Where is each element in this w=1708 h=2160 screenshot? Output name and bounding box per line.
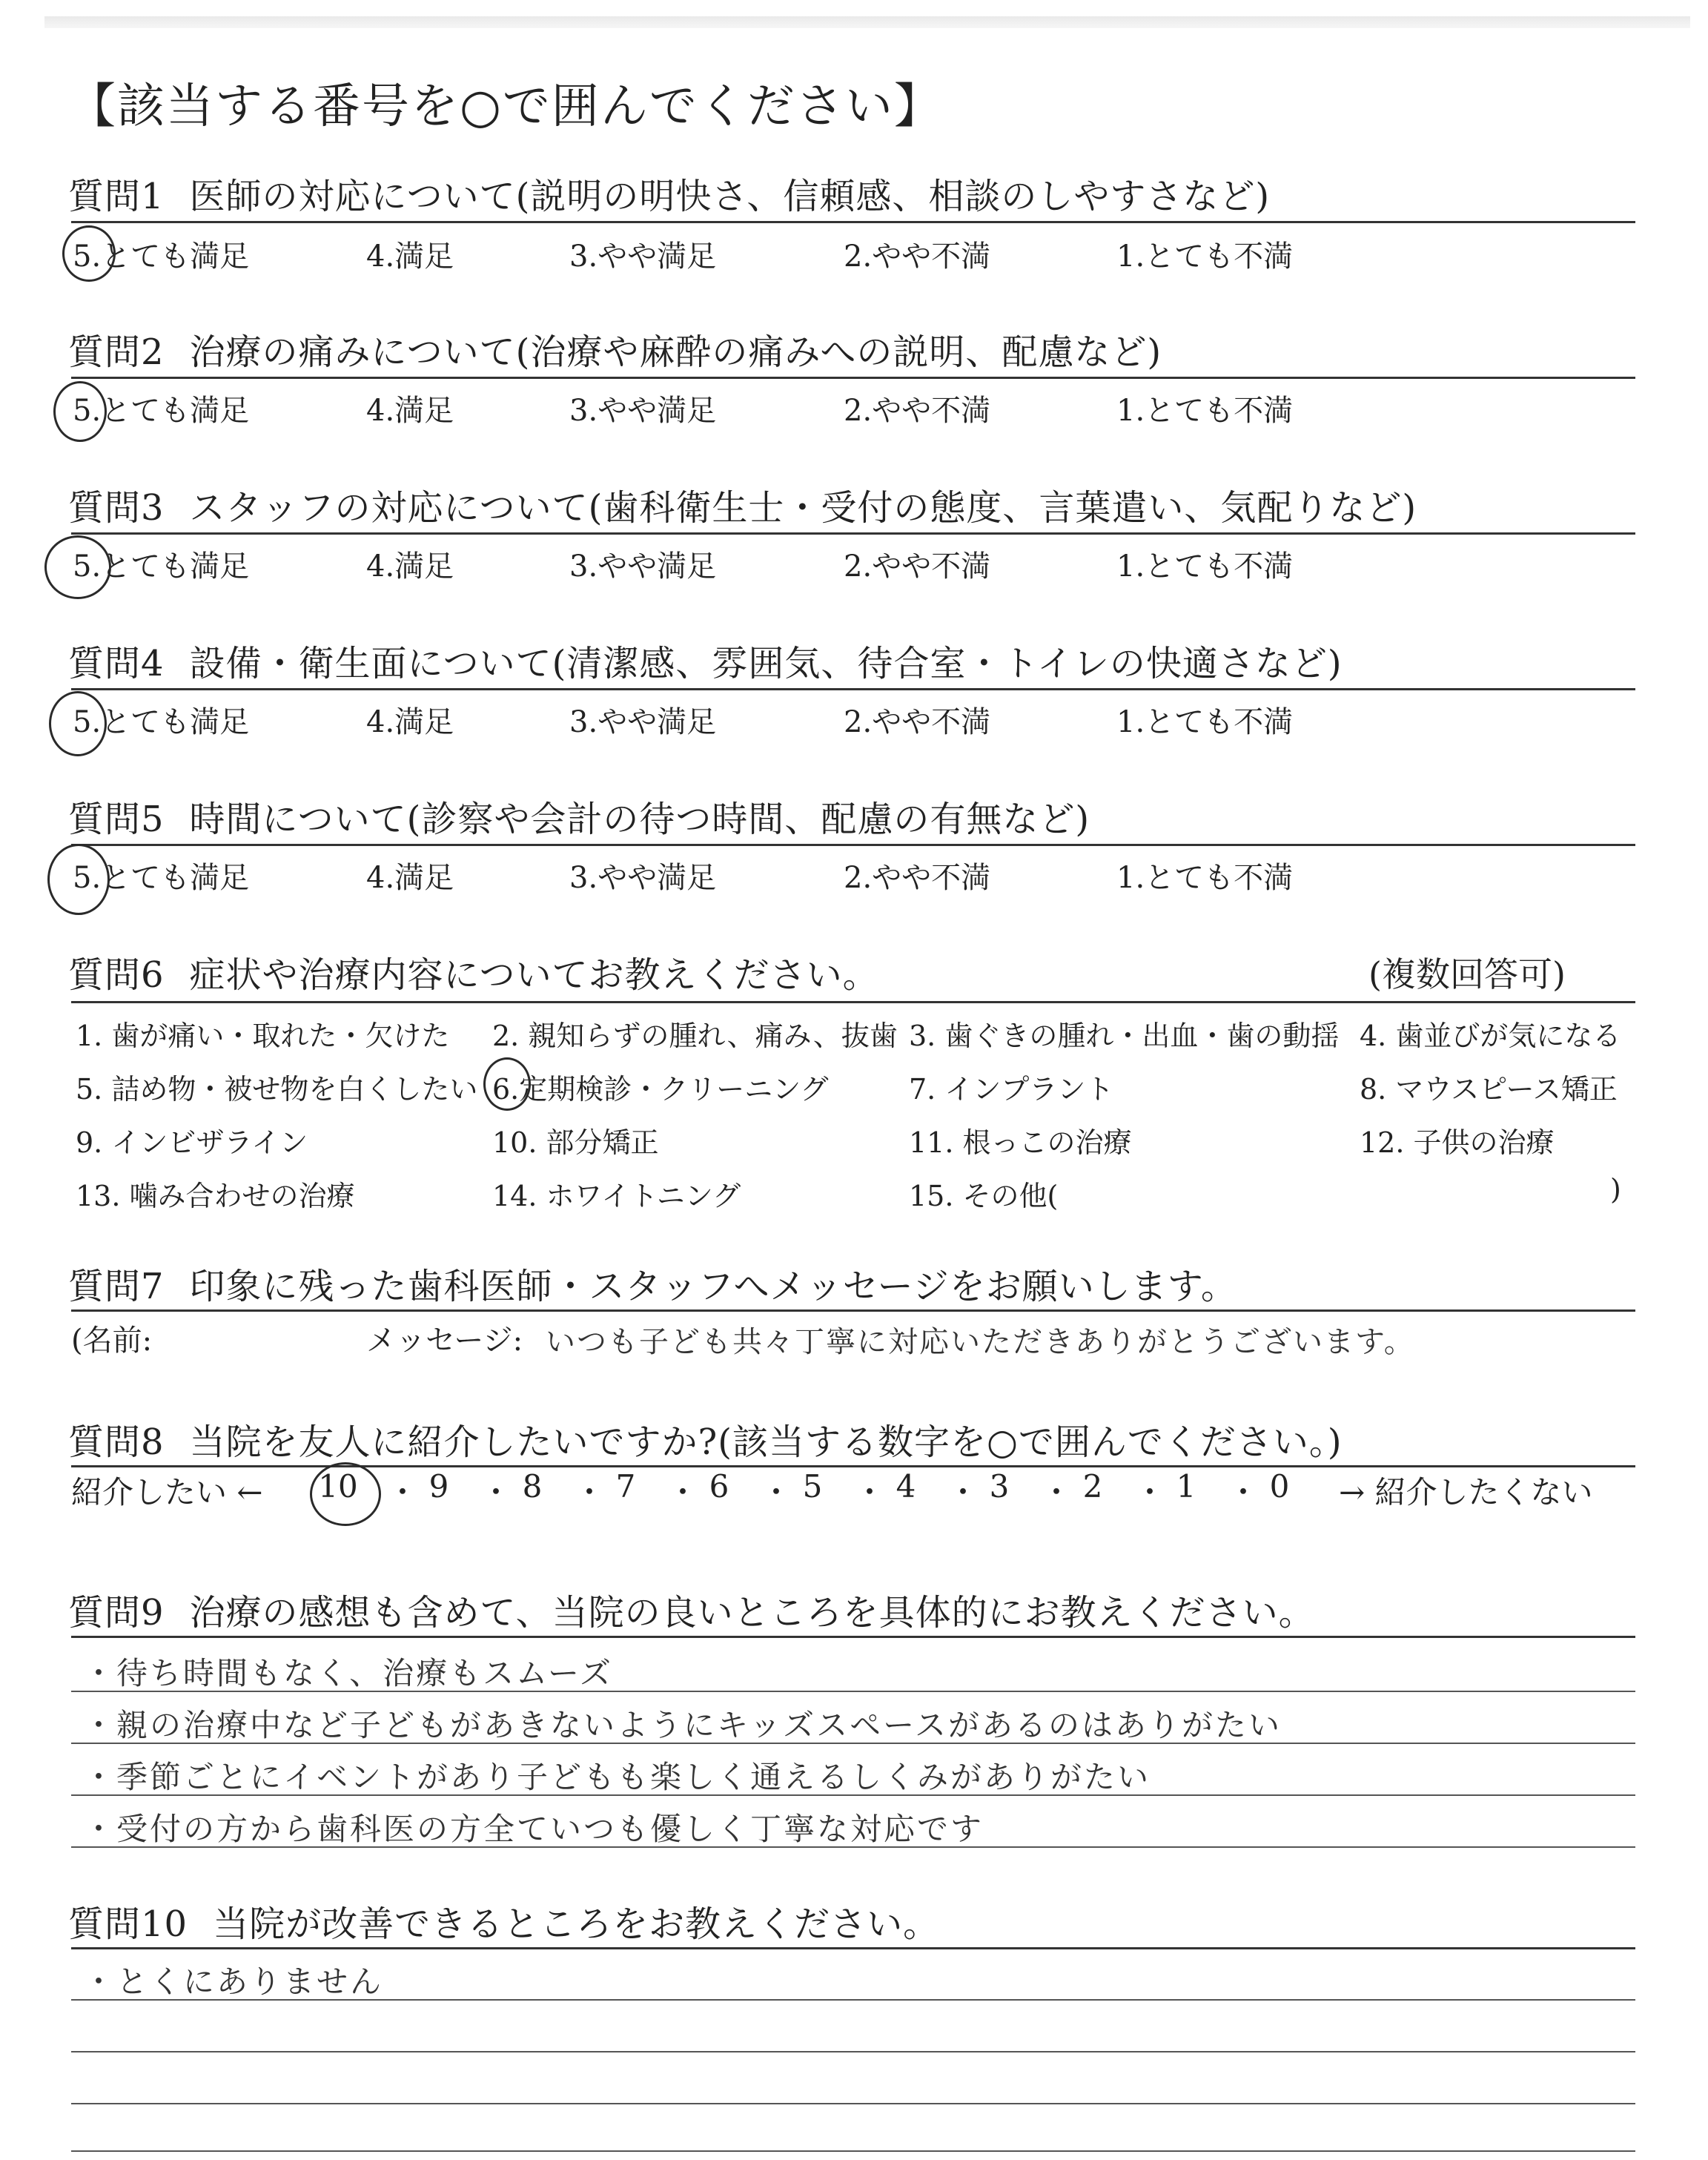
- question-6-title: [68, 946, 879, 997]
- question-5-rule: [71, 844, 1635, 846]
- scale-separator: ・: [387, 1474, 419, 1510]
- answer-line: [71, 2051, 1635, 2052]
- q6-option-10[interactable]: 10. 部分矯正: [492, 1126, 659, 1159]
- scale-separator: ・: [480, 1474, 512, 1510]
- q3-option-3[interactable]: 3.やや満足: [569, 549, 717, 584]
- question-1-text: 医師の対応について(説明の明快さ、信頼感、相談のしやすさなど): [189, 176, 1271, 217]
- question-9-label: 質問9: [68, 1592, 165, 1634]
- scale-10[interactable]: 10: [318, 1468, 358, 1505]
- scale-7[interactable]: 7: [615, 1468, 636, 1505]
- q6-option-6[interactable]: 6.定期検診・クリーニング: [492, 1073, 829, 1106]
- recommend-right-label: → 紹介したくない: [1339, 1474, 1593, 1510]
- q6-option-15-close: ): [1610, 1173, 1621, 1206]
- question-9-rule: [71, 1636, 1635, 1638]
- q6-option-2[interactable]: 2. 親知らずの腫れ、痛み、抜歯: [492, 1020, 898, 1052]
- question-6-label: 質問6: [68, 954, 165, 996]
- question-1-label: 質問1: [68, 176, 165, 217]
- q2-option-3[interactable]: 3.やや満足: [569, 394, 717, 428]
- question-6-options: [76, 1013, 1632, 1235]
- question-7-answer-row: [71, 1317, 1643, 1361]
- q3-option-4[interactable]: 4.満足: [366, 549, 454, 584]
- q6-option-1[interactable]: 1. 歯が痛い・取れた・欠けた: [76, 1020, 450, 1052]
- q1-option-2[interactable]: 2.やや不満: [844, 240, 991, 274]
- q2-option-5[interactable]: 5.とても満足: [73, 394, 250, 428]
- q6-option-9[interactable]: 9. インビザライン: [76, 1126, 308, 1159]
- question-3-rule: [71, 532, 1635, 535]
- question-10-text: 当院が改善できるところをお教えください。: [213, 1903, 940, 1945]
- q3-option-1[interactable]: 1.とても不満: [1116, 549, 1294, 584]
- q6-option-5[interactable]: 5. 詰め物・被せ物を白くしたい: [76, 1073, 478, 1106]
- q1-option-1[interactable]: 1.とても不満: [1116, 240, 1294, 274]
- question-3-text: スタッフの対応について(歯科衛生士・受付の態度、言葉遣い、気配りなど): [189, 487, 1417, 529]
- question-2-options: [73, 387, 1629, 432]
- question-3-options: [73, 543, 1629, 587]
- name-label: (名前:: [71, 1324, 153, 1358]
- q2-option-2[interactable]: 2.やや不満: [844, 394, 991, 428]
- question-9-title: [68, 1584, 1315, 1635]
- question-1-title: [68, 168, 1270, 219]
- question-7-title: [68, 1258, 1237, 1309]
- question-8-text: 当院を友人に紹介したいですか?(該当する数字を○で囲んでください。): [189, 1421, 1343, 1463]
- question-6-text: 症状や治療内容についてお教えください。: [189, 954, 879, 996]
- answer-line: [71, 1743, 1635, 1744]
- question-5-options: [73, 854, 1629, 899]
- message-label: メッセージ:: [366, 1324, 523, 1358]
- q1-option-3[interactable]: 3.やや満足: [569, 240, 717, 274]
- question-4-rule: [71, 688, 1635, 690]
- question-5-label: 質問5: [68, 799, 165, 840]
- recommend-left-label: 紹介したい ←: [71, 1474, 263, 1510]
- scale-5[interactable]: 5: [802, 1468, 823, 1505]
- q5-selected-circle: [47, 844, 110, 915]
- question-8-title: [68, 1413, 1343, 1464]
- handwritten-message[interactable]: いつも子ども共々丁寧に対応いただきありがとうございます。: [546, 1325, 1415, 1359]
- q5-option-3[interactable]: 3.やや満足: [569, 861, 717, 895]
- q6-option-13[interactable]: 13. 噛み合わせの治療: [76, 1180, 355, 1212]
- q6-option-11[interactable]: 11. 根っこの治療: [909, 1126, 1132, 1159]
- question-3-label: 質問3: [68, 487, 165, 529]
- scale-separator: ・: [1041, 1474, 1073, 1510]
- scale-4[interactable]: 4: [896, 1468, 916, 1505]
- question-1-options: [73, 233, 1629, 277]
- q9-answer-4[interactable]: ・受付の方から歯科医の方全ていつも優しく丁寧な対応です: [83, 1811, 984, 1847]
- question-8-label: 質問8: [68, 1421, 165, 1463]
- question-4-title: [68, 635, 1343, 686]
- q4-option-2[interactable]: 2.やや不満: [844, 705, 991, 739]
- scale-6[interactable]: 6: [709, 1468, 729, 1505]
- scale-separator: ・: [1134, 1474, 1166, 1510]
- q9-answer-2[interactable]: ・親の治療中など子どもがあきないようにキッズスペースがあるのはありがたい: [83, 1707, 1282, 1743]
- scale-2[interactable]: 2: [1082, 1468, 1103, 1505]
- question-10-label: 質問10: [68, 1903, 188, 1945]
- answer-line: [71, 2103, 1635, 2104]
- q2-option-4[interactable]: 4.満足: [366, 394, 454, 428]
- q3-selected-circle: [44, 535, 111, 599]
- answer-line: [71, 1999, 1635, 2001]
- q6-option-3[interactable]: 3. 歯ぐきの腫れ・出血・歯の動揺: [909, 1020, 1340, 1052]
- scale-1[interactable]: 1: [1176, 1468, 1196, 1505]
- scale-separator: ・: [947, 1474, 979, 1510]
- recommend-scale: [71, 1468, 1643, 1520]
- question-4-text: 設備・衛生面について(清潔感、雰囲気、待合室・トイレの快適さなど): [189, 643, 1343, 684]
- q4-option-5[interactable]: 5.とても満足: [73, 705, 250, 739]
- q9-answer-3[interactable]: ・季節ごとにイベントがあり子どもも楽しく通えるしくみがありがたい: [83, 1759, 1151, 1795]
- scale-separator: ・: [854, 1474, 886, 1510]
- answer-line: [71, 1794, 1635, 1796]
- q5-option-1[interactable]: 1.とても不満: [1116, 861, 1294, 895]
- scale-separator: ・: [1228, 1474, 1260, 1510]
- q4-option-1[interactable]: 1.とても不満: [1116, 705, 1294, 739]
- question-5-title: [68, 790, 1090, 842]
- scale-separator: ・: [761, 1474, 792, 1510]
- q1-option-4[interactable]: 4.満足: [366, 240, 454, 274]
- q4-selected-circle: [49, 691, 107, 756]
- q1-selected-circle: [62, 225, 116, 282]
- q3-option-2[interactable]: 2.やや不満: [844, 549, 991, 584]
- scan-top-edge: [44, 16, 1690, 28]
- q3-option-5[interactable]: 5.とても満足: [73, 549, 250, 584]
- question-3-title: [68, 479, 1417, 530]
- q5-option-5[interactable]: 5.とても満足: [73, 861, 250, 895]
- scale-9[interactable]: 9: [428, 1468, 449, 1505]
- question-7-rule: [71, 1309, 1635, 1312]
- multiple-answers-note: (複数回答可): [1368, 954, 1566, 994]
- page-title: 【該当する番号を○で囲んでください】: [68, 79, 943, 134]
- q6-option-7[interactable]: 7. インプラント: [909, 1073, 1114, 1106]
- q4-option-3[interactable]: 3.やや満足: [569, 705, 717, 739]
- answer-line: [71, 2150, 1635, 2152]
- q2-selected-circle: [53, 381, 107, 442]
- question-10-title: [68, 1895, 939, 1946]
- question-7-label: 質問7: [68, 1266, 165, 1307]
- scale-3[interactable]: 3: [989, 1468, 1010, 1505]
- q9-answer-1[interactable]: ・待ち時間もなく、治療もスムーズ: [83, 1655, 613, 1691]
- question-2-label: 質問2: [68, 331, 165, 373]
- q10-answer-1[interactable]: ・とくにありません: [83, 1964, 384, 2000]
- question-4-label: 質問4: [68, 643, 165, 684]
- q2-option-1[interactable]: 1.とても不満: [1116, 394, 1294, 428]
- q1-option-5[interactable]: 5.とても満足: [73, 240, 250, 274]
- q6-option-12[interactable]: 12. 子供の治療: [1360, 1126, 1555, 1159]
- scale-separator: ・: [667, 1474, 699, 1510]
- scale-0[interactable]: 0: [1269, 1468, 1290, 1505]
- question-10-rule: [71, 1947, 1635, 1949]
- q8-selected-circle: [310, 1462, 381, 1526]
- q5-option-4[interactable]: 4.満足: [366, 861, 454, 895]
- q4-option-4[interactable]: 4.満足: [366, 705, 454, 739]
- question-2-text: 治療の痛みについて(治療や麻酔の痛みへの説明、配慮など): [189, 331, 1162, 373]
- q6-option-15[interactable]: 15. その他(: [909, 1180, 1059, 1212]
- q6-option-8[interactable]: 8. マウスピース矯正: [1360, 1073, 1618, 1106]
- q5-option-2[interactable]: 2.やや不満: [844, 861, 991, 895]
- question-7-text: 印象に残った歯科医師・スタッフへメッセージをお願いします。: [189, 1266, 1237, 1307]
- q6-selected-circle: [483, 1057, 531, 1111]
- question-9-text: 治療の感想も含めて、当院の良いところを具体的にお教えください。: [189, 1592, 1315, 1634]
- question-2-title: [68, 323, 1162, 374]
- answer-line: [71, 1691, 1635, 1692]
- q6-option-4[interactable]: 4. 歯並びが気になる: [1360, 1020, 1621, 1052]
- scale-8[interactable]: 8: [522, 1468, 543, 1505]
- question-6-rule: [71, 1001, 1635, 1003]
- answer-line: [71, 1846, 1635, 1848]
- scale-separator: ・: [574, 1474, 606, 1510]
- question-4-options: [73, 698, 1629, 743]
- question-8-rule: [71, 1465, 1635, 1467]
- question-2-rule: [71, 377, 1635, 379]
- question-1-rule: [71, 221, 1635, 223]
- question-5-text: 時間について(診察や会計の待つ時間、配慮の有無など): [189, 799, 1090, 840]
- q6-option-14[interactable]: 14. ホワイトニング: [492, 1180, 741, 1212]
